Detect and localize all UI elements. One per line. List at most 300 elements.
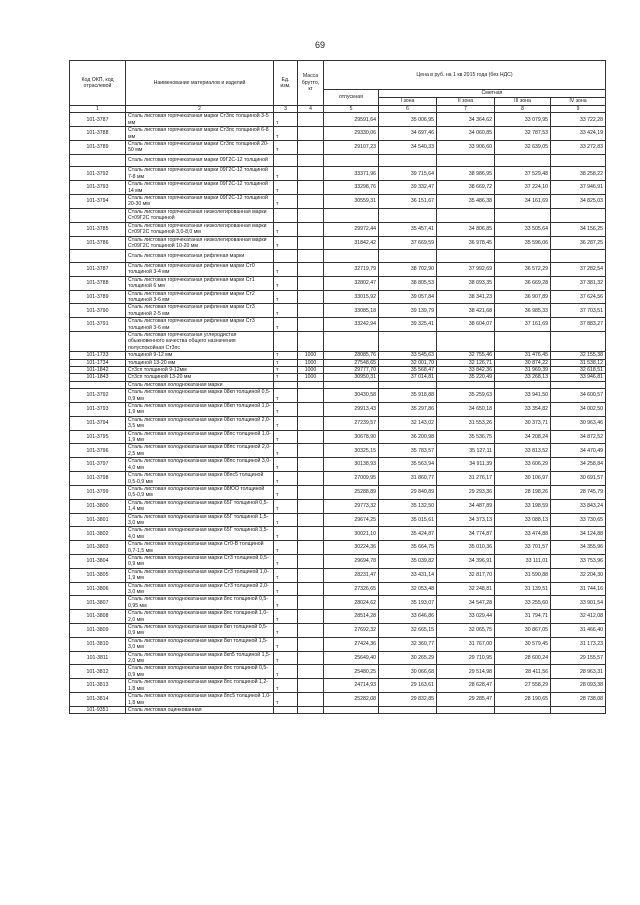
code-cell: 101-3801 [70,513,126,527]
code-cell: 101-3809 [70,624,126,638]
price-zone-3-cell [495,250,551,263]
unit-cell: т [274,499,298,513]
table-row [70,527,606,541]
code-cell: 101-1733 [70,352,126,359]
price-table [69,60,606,714]
price-zone-4-cell: 38 258,22 [551,167,606,181]
name-cell: Сталь листовая горячекатаная низколегированная марки Ст09Г2С толщиной 3,0-8,0 мм [126,222,274,236]
price-zone-2-cell: 29 293,36 [437,485,495,499]
price-zone-2-cell: 35 259,63 [437,389,495,403]
price-zone-3-cell: 33 606,29 [495,458,551,472]
price-zone-4-cell: 29 155,57 [551,651,606,665]
unit-cell: т [274,568,298,582]
page-number: 69 [314,40,325,50]
code-cell: 101-3788 [70,276,126,290]
code-cell: 101-3788 [70,127,126,141]
name-cell: толщиной 9-12 мм [126,352,274,359]
price-zone-4-cell [551,154,606,167]
price-zone-1-cell: 37 014,81 [379,374,437,381]
mass-cell [298,290,324,304]
price-zone-2-cell: 34 396,91 [437,554,495,568]
price-zone-2-cell: 35 536,75 [437,430,495,444]
price-zone-4-cell: 30 691,57 [551,472,606,486]
price-zone-4-cell [551,381,606,388]
price-zone-4-cell: 34 470,49 [551,444,606,458]
price-zone-1-cell: 35 006,95 [379,113,437,127]
code-cell: 101-3803 [70,541,126,555]
price-release-cell: 29591,64 [324,113,379,127]
price-release-cell: 29330,06 [324,127,379,141]
price-zone-2-cell [437,208,495,222]
price-release-cell: 29694,78 [324,554,379,568]
name-cell: Сталь листовая холоднокатаная марки 8пс толщиной 1,2-1,8 мм [126,679,274,693]
name-cell: Сталь листовая холоднокатаная марки Ст3 толщиной 1,0-1,9 мм [126,568,274,582]
name-cell: Сталь листовая горячекатаная рифленая марки Ст2 толщиной 3-6 мм [126,290,274,304]
price-zone-4-cell: 37 381,32 [551,276,606,290]
price-release-cell: 27692,32 [324,624,379,638]
price-zone-3-cell: 28 198,26 [495,485,551,499]
table-body [70,113,606,714]
unit-cell: т [274,541,298,555]
price-zone-1-cell: 29 163,61 [379,679,437,693]
code-cell: 101-3786 [70,236,126,250]
price-release-cell [324,381,379,388]
price-zone-2-cell [437,706,495,713]
code-cell: 101-3790 [70,304,126,318]
unit-cell: т [274,403,298,417]
price-zone-1-cell: 32 360,77 [379,637,437,651]
unit-cell: т [274,554,298,568]
price-zone-3-cell: 33 813,52 [495,444,551,458]
mass-cell [298,499,324,513]
table-row [70,651,606,665]
code-cell [70,208,126,222]
price-zone-1-cell: 35 015,61 [379,513,437,527]
price-zone-4-cell [551,706,606,713]
mass-cell [298,236,324,250]
price-zone-2-cell: 34 547,28 [437,596,495,610]
unit-cell: т [274,318,298,332]
price-zone-2-cell: 38 341,23 [437,290,495,304]
mass-cell [298,582,324,596]
price-zone-3-cell: 30 874,22 [495,359,551,366]
price-zone-4-cell: 37 624,56 [551,290,606,304]
mass-cell [298,403,324,417]
mass-cell [298,195,324,209]
code-cell: 101-3813 [70,679,126,693]
header-release: отпускная [324,90,379,106]
mass-cell [298,222,324,236]
name-cell: Сталь листовая холоднокатаная марки 65Г толщиной 0,5-1,4 мм [126,499,274,513]
price-zone-4-cell: 31 538,12 [551,359,606,366]
unit-cell: т [274,236,298,250]
mass-cell [298,693,324,707]
price-release-cell: 29913,43 [324,403,379,417]
price-zone-2-cell: 34 364,62 [437,113,495,127]
mass-cell [298,331,324,351]
mass-cell [298,485,324,499]
code-cell: 101-3797 [70,458,126,472]
price-zone-2-cell: 29 285,47 [437,693,495,707]
price-zone-2-cell [437,331,495,351]
price-zone-1-cell: 35 783,57 [379,444,437,458]
unit-cell: т [274,276,298,290]
price-zone-1-cell: 36 200,98 [379,430,437,444]
price-zone-4-cell: 28 093,38 [551,679,606,693]
name-cell: Сталь листовая холоднокатаная марки Ст3 толщиной 0,5-0,9 мм [126,554,274,568]
table-row [70,458,606,472]
price-zone-4-cell: 37 703,51 [551,304,606,318]
price-zone-4-cell: 33 730,65 [551,513,606,527]
mass-cell [298,444,324,458]
price-release-cell: 33085,18 [324,304,379,318]
name-cell: Сталь листовая холоднокатаная марки 08пс толщиной 3,0-4,0 мм [126,458,274,472]
code-cell: 101-3807 [70,596,126,610]
price-zone-4-cell: 34 258,84 [551,458,606,472]
price-release-cell: 33015,92 [324,290,379,304]
price-zone-1-cell [379,250,437,263]
price-release-cell: 28085,76 [324,352,379,359]
price-zone-2-cell: 35 220,49 [437,374,495,381]
price-release-cell [324,706,379,713]
price-zone-1-cell: 39 139,79 [379,304,437,318]
price-zone-3-cell [495,154,551,167]
table-row [70,485,606,499]
price-release-cell [324,208,379,222]
mass-cell [298,554,324,568]
mass-cell [298,381,324,388]
table-row [70,352,606,359]
header-price: Цена в руб. на 1 кв 2015 года (без НДС) [324,61,606,90]
name-cell: Сталь листовая горячекатаная марки Ст3пс толщиной 6-8 мм [126,127,274,141]
price-release-cell: 28024,62 [324,596,379,610]
index-cell: 3 [274,106,298,113]
price-zone-3-cell: 31 969,39 [495,367,551,374]
name-cell: Сталь листовая горячекатаная рифленая марки Ст3 толщиной 2-5 мм [126,304,274,318]
mass-cell [298,637,324,651]
mass-cell [298,167,324,181]
price-zone-3-cell: 32 787,53 [495,127,551,141]
code-cell: 101-1843 [70,374,126,381]
code-cell: 101-3795 [70,430,126,444]
price-zone-3-cell: 31 476,45 [495,352,551,359]
table-row [70,331,606,351]
table-row [70,554,606,568]
price-zone-2-cell: 34 373,13 [437,513,495,527]
name-cell: Сталь листовая горячекатаная марки 09Г2С-12 толщиной 7-8 мм [126,167,274,181]
price-zone-4-cell: 34 002,50 [551,403,606,417]
code-cell: 101-1734 [70,359,126,366]
price-zone-3-cell: 31 139,51 [495,582,551,596]
unit-cell: т [274,527,298,541]
code-cell: 101-3785 [70,222,126,236]
price-release-cell: 29972,44 [324,222,379,236]
unit-cell [274,381,298,388]
price-zone-2-cell: 31 276,17 [437,472,495,486]
price-zone-1-cell: 32 053,48 [379,582,437,596]
table-row [70,637,606,651]
price-zone-1-cell: 34 540,33 [379,141,437,155]
unit-cell: т [274,651,298,665]
price-zone-1-cell: 36 151,67 [379,195,437,209]
table-row [70,568,606,582]
mass-cell [298,458,324,472]
mass-cell [298,250,324,263]
table-row [70,582,606,596]
price-release-cell [324,154,379,167]
mass-cell [298,541,324,555]
mass-cell: 1000 [298,359,324,366]
code-cell: 101-3793 [70,403,126,417]
price-zone-1-cell: 32 665,15 [379,624,437,638]
name-cell: Сталь листовая холоднокатаная марки 8пс толщиной 1,0-2,0 мм [126,610,274,624]
unit-cell: т [274,416,298,430]
price-zone-4-cell: 37 883,27 [551,318,606,332]
table-row [70,706,606,713]
price-release-cell: 29674,25 [324,513,379,527]
price-zone-1-cell: 32 001,70 [379,359,437,366]
price-zone-4-cell: 32 412,08 [551,610,606,624]
name-cell: Сталь листовая холоднокатаная марки 08пс толщиной 2,0-2,5 мм [126,444,274,458]
price-zone-4-cell [551,250,606,263]
price-release-cell: 30559,31 [324,195,379,209]
unit-cell: т [274,290,298,304]
unit-cell: т [274,679,298,693]
table-row [70,318,606,332]
price-release-cell [324,331,379,351]
mass-cell [298,513,324,527]
price-zone-3-cell: 32 639,05 [495,141,551,155]
price-zone-2-cell: 38 669,72 [437,181,495,195]
price-zone-1-cell [379,706,437,713]
price-release-cell: 25480,25 [324,665,379,679]
price-release-cell: 30224,36 [324,541,379,555]
header-zone-2: II зона [437,98,495,106]
price-zone-2-cell: 34 060,85 [437,127,495,141]
unit-cell: т [274,141,298,155]
price-release-cell: 25649,40 [324,651,379,665]
price-zone-1-cell: 34 697,46 [379,127,437,141]
code-cell: 101-3810 [70,637,126,651]
name-cell: Сталь листовая холоднокатаная марки 8пс толщиной 0,5-0,95 мм [126,596,274,610]
price-zone-2-cell: 34 487,89 [437,499,495,513]
price-zone-2-cell: 32 817,70 [437,568,495,582]
code-cell: 101-3799 [70,485,126,499]
name-cell: Сталь листовая горячекатаная углеродистая обыкновенного качества общего назначения полуспокойная Ст3пс [126,331,274,351]
price-release-cell: 30021,10 [324,527,379,541]
mass-cell [298,665,324,679]
price-zone-1-cell: 35 424,87 [379,527,437,541]
price-zone-1-cell: 32 143,02 [379,416,437,430]
price-zone-2-cell [437,154,495,167]
table-row [70,403,606,417]
name-cell: Сталь листовая горячекатаная низколегированная марки Ст09Г2С толщиной 10-20 мм [126,236,274,250]
name-cell: Ст3сп толщиной 13-20 мм [126,374,274,381]
price-zone-2-cell: 34 774,87 [437,527,495,541]
name-cell: Сталь листовая горячекатаная марки 09Г2С-12 толщиной 20-30 мм [126,195,274,209]
unit-cell: т [274,367,298,374]
price-zone-2-cell: 35 010,36 [437,541,495,555]
price-zone-3-cell: 33 268,13 [495,374,551,381]
unit-cell: т [274,359,298,366]
mass-cell [298,276,324,290]
price-zone-3-cell: 33 079,95 [495,113,551,127]
code-cell: 101-3789 [70,290,126,304]
price-zone-3-cell: 33 198,59 [495,499,551,513]
price-zone-1-cell: 35 132,50 [379,499,437,513]
price-zone-3-cell: 30 579,45 [495,637,551,651]
name-cell: Сталь листовая горячекатаная низколегированная марки Ст09Г2С толщиной [126,208,274,222]
mass-cell [298,568,324,582]
price-zone-3-cell: 33 701,57 [495,541,551,555]
code-cell: 101-3792 [70,389,126,403]
price-zone-3-cell: 33 505,64 [495,222,551,236]
price-release-cell: 31842,42 [324,236,379,250]
price-zone-3-cell: 33 111,01 [495,554,551,568]
unit-cell: т [274,262,298,276]
table-row [70,596,606,610]
table-row [70,381,606,388]
table-row [70,389,606,403]
code-cell: 101-3791 [70,318,126,332]
unit-cell: т [274,304,298,318]
mass-cell [298,679,324,693]
price-zone-4-cell: 34 124,88 [551,527,606,541]
table-row [70,154,606,167]
table-row [70,430,606,444]
index-cell: 4 [298,106,324,113]
mass-cell: 1000 [298,367,324,374]
price-zone-1-cell: 35 457,41 [379,222,437,236]
price-zone-2-cell: 38 986,95 [437,167,495,181]
price-zone-2-cell [437,250,495,263]
header-code: Код ОКП, код отраслевой [70,61,126,106]
name-cell: Сталь листовая холоднокатаная марки 08пс толщиной 1,0-1,9 мм [126,430,274,444]
price-zone-3-cell: 31 590,88 [495,568,551,582]
price-zone-3-cell: 31 794,71 [495,610,551,624]
price-zone-1-cell: 39 332,47 [379,181,437,195]
mass-cell [298,610,324,624]
table-row [70,113,606,127]
mass-cell [298,113,324,127]
price-zone-4-cell: 30 963,46 [551,416,606,430]
price-zone-1-cell: 35 039,82 [379,554,437,568]
name-cell: Сталь листовая холоднокатаная марки 8кп5 толщиной 1,5-2,0 мм [126,651,274,665]
mass-cell [298,596,324,610]
code-cell: 101-3804 [70,554,126,568]
table-row [70,250,606,263]
price-zone-4-cell: 33 843,24 [551,499,606,513]
name-cell: Ст3сп толщиной 9-12мм [126,367,274,374]
table-row [70,444,606,458]
unit-cell: т [274,596,298,610]
unit-cell: т [274,195,298,209]
name-cell: Сталь листовая горячекатаная марки Ст3пс толщиной 3-5 мм [126,113,274,127]
mass-cell [298,154,324,167]
name-cell: Сталь листовая горячекатаная рифленая марки Ст0 толщиной 3-4 мм [126,262,274,276]
name-cell: Сталь листовая холоднокатаная марки 8пс5 толщиной 1,0-1,8 мм [126,693,274,707]
price-release-cell: 27326,65 [324,582,379,596]
table-row [70,374,606,381]
price-zone-4-cell: 32 204,30 [551,568,606,582]
price-zone-3-cell: 30 373,71 [495,416,551,430]
code-cell [70,250,126,263]
name-cell: Сталь листовая холоднокатаная марки Ст0-В толщиной 0,7-1,5 мм [126,541,274,555]
code-cell: 101-3787 [70,113,126,127]
index-cell: 1 [70,106,126,113]
name-cell: Сталь листовая горячекатаная рифленая марки Ст3 толщиной 3-6 мм [126,318,274,332]
name-cell: Сталь листовая холоднокатаная марки 08ЮО толщиной 0,5-0,9 мм [126,485,274,499]
unit-cell: т [274,610,298,624]
price-release-cell: 33371,96 [324,167,379,181]
price-zone-4-cell: 31 466,40 [551,624,606,638]
price-release-cell: 33298,76 [324,181,379,195]
code-cell: 101-3800 [70,499,126,513]
price-zone-3-cell: 37 529,48 [495,167,551,181]
header-zone-1: I зона [379,98,437,106]
price-release-cell: 29773,32 [324,499,379,513]
price-zone-3-cell: 33 255,60 [495,596,551,610]
header-zone-3: III зона [495,98,551,106]
price-release-cell: 29777,70 [324,367,379,374]
mass-cell [298,318,324,332]
price-zone-1-cell [379,154,437,167]
header-estimate: Сметная [379,90,606,98]
price-zone-4-cell: 28 745,79 [551,485,606,499]
price-zone-1-cell: 35 664,75 [379,541,437,555]
price-zone-2-cell: 32 065,75 [437,624,495,638]
mass-cell [298,430,324,444]
price-zone-1-cell: 39 325,41 [379,318,437,332]
price-zone-3-cell: 37 161,69 [495,318,551,332]
price-release-cell: 29107,23 [324,141,379,155]
code-cell: 101-3811 [70,651,126,665]
table-row [70,167,606,181]
price-zone-2-cell: 29 710,95 [437,651,495,665]
price-zone-2-cell: 33 029,44 [437,610,495,624]
price-zone-2-cell: 34 911,39 [437,458,495,472]
code-cell: 101-9351 [70,706,126,713]
price-zone-4-cell: 33 272,83 [551,141,606,155]
unit-cell: т [274,352,298,359]
price-zone-4-cell: 33 424,19 [551,127,606,141]
name-cell: Сталь листовая оцинкованная [126,706,274,713]
price-zone-2-cell: 36 978,45 [437,236,495,250]
price-zone-1-cell: 35 568,47 [379,367,437,374]
price-zone-3-cell: 28 411,56 [495,665,551,679]
name-cell: Сталь листовая холоднокатаная марки [126,381,274,388]
price-zone-2-cell: 29 514,98 [437,665,495,679]
name-cell: Сталь листовая холоднокатаная марки 08кп толщиной 0,5-0,9 мм [126,389,274,403]
price-zone-1-cell: 29 832,85 [379,693,437,707]
name-cell: Сталь листовая холоднокатаная марки 08кп толщиной 2,0-3,5 мм [126,416,274,430]
table-row [70,624,606,638]
price-release-cell: 28514,28 [324,610,379,624]
price-zone-4-cell: 37 282,54 [551,262,606,276]
price-zone-4-cell: 34 156,25 [551,222,606,236]
header-name: Наименование материалов и изделий [126,61,274,106]
index-cell: 6 [379,106,437,113]
price-zone-1-cell: 39 057,84 [379,290,437,304]
code-cell [70,154,126,167]
unit-cell: т [274,624,298,638]
price-zone-2-cell: 34 806,85 [437,222,495,236]
name-cell: Сталь листовая горячекатаная марки 09Г2С-12 толщиной 14 мм [126,181,274,195]
mass-cell: 1000 [298,352,324,359]
price-zone-1-cell: 31 860,77 [379,472,437,486]
price-zone-4-cell: 34 825,03 [551,195,606,209]
price-zone-4-cell: 34 600,57 [551,389,606,403]
